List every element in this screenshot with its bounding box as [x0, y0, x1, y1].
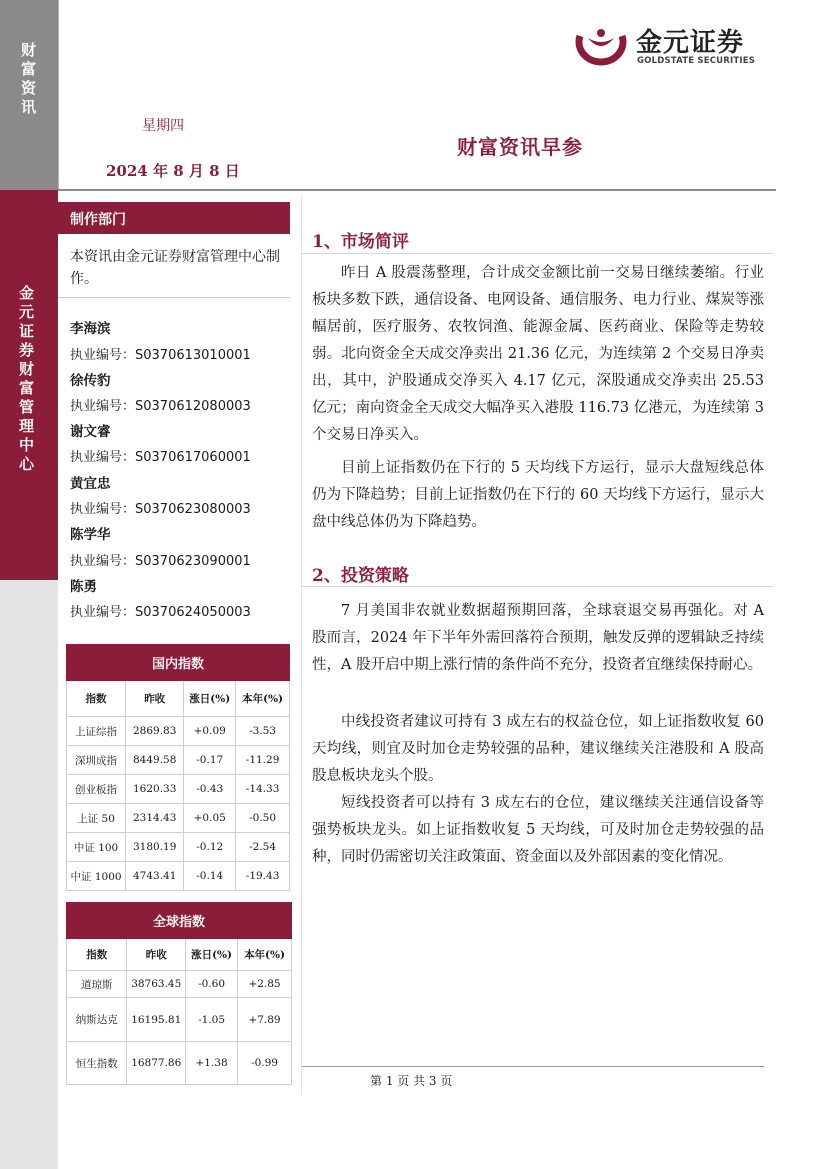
logo-name: 金元证券 — [636, 28, 745, 58]
analyst-license: 执业编号：S0370617060001 — [70, 450, 251, 465]
dept-description: 本资讯由金元证券财富管理中心制作。 — [70, 249, 280, 287]
table-cell: 深圳成指 — [67, 746, 126, 775]
paragraph: 中线投资者建议可持有 3 成左右的权益仓位，如上证指数收复 60 天均线，则宜及时加仓走势较强的品种，建议继续关注港股和 A 股高股息板块龙头个股。 — [312, 714, 764, 784]
weekday: 星期四 — [142, 118, 184, 134]
analyst-name: 徐传豹 — [70, 373, 111, 389]
divider — [58, 0, 59, 190]
table-cell: -0.17 — [184, 746, 236, 775]
report-date: 2024 年 8 月 8 日 — [106, 162, 240, 180]
analyst-license: 执业编号：S0370624050003 — [70, 605, 251, 620]
column-header: 涨日(%) — [184, 681, 236, 717]
table-cell: 16877.86 — [127, 1042, 186, 1085]
table-cell: 38763.45 — [127, 971, 186, 998]
global-index-table — [66, 902, 292, 1085]
table-cell: -3.53 — [236, 717, 290, 746]
table-cell: 3180.19 — [126, 833, 184, 862]
table-row — [67, 1042, 292, 1085]
table-row — [67, 804, 290, 833]
paragraph: 7 月美国非农就业数据超预期回落，全球衰退交易再强化。对 A 股而言，2024 年下半年外需回落符合预期，触发反弹的逻辑缺乏持续性，A 股开启中期上涨行情的条件尚不充分，投资者宜继续保持耐心。 — [312, 603, 764, 673]
paragraph: 目前上证指数仍在下行的 5 天均线下方运行，显示大盘短线总体仍为下降趋势；目前上证指数仍在下行的 60 天均线下方运行，显示大盘中线总体仍为下降趋势。 — [312, 460, 764, 530]
divider — [58, 297, 290, 298]
company-logo-icon — [574, 24, 628, 70]
table-cell: +2.85 — [238, 971, 292, 998]
paragraph: 昨日 A 股震荡整理，合计成交金额比前一交易日继续萎缩。行业板块多数下跌，通信设备、电网设备、通信服务、电力行业、煤炭等涨幅居前，医疗服务、农牧饲渔、能源金属、医药商业、保险等走势较弱。北向资金全天成交净卖出 21.36 亿元，为连续第 2 个交易日净卖出，其中，沪股通成交净买入 4.17 亿元，深股通成交净卖出 25.53 亿元；南向资金全天成交大幅净买入港股 116.73 亿港元，为连续第 3 个交易日净买入。 — [312, 265, 764, 443]
table-cell: 纳斯达克 — [67, 998, 127, 1042]
table-caption: 国内指数 — [67, 645, 290, 681]
domestic-index-table — [66, 644, 290, 891]
table-cell: -0.12 — [184, 833, 236, 862]
logo-english-name: GOLDSTATE SECURITIES — [637, 56, 756, 66]
table-row — [67, 862, 290, 891]
footer-divider — [302, 1066, 764, 1067]
table-cell: 中证 1000 — [67, 862, 126, 891]
column-header: 昨收 — [127, 939, 186, 971]
table-row — [67, 998, 292, 1042]
table-cell: -0.99 — [238, 1042, 292, 1085]
column-header: 指数 — [67, 681, 126, 717]
analyst-license: 执业编号：S0370612080003 — [70, 399, 251, 414]
analyst-license: 执业编号：S0370623090001 — [70, 554, 251, 569]
table-cell: 16195.81 — [127, 998, 186, 1042]
page-number: 第 1 页 共 3 页 — [370, 1074, 453, 1088]
header-divider — [58, 189, 776, 191]
table-cell: 4743.41 — [126, 862, 184, 891]
table-cell: 2314.43 — [126, 804, 184, 833]
sidebar-mid-label: 金元证券财富管理中心 — [17, 285, 35, 475]
column-header: 昨收 — [126, 681, 184, 717]
analyst-name: 陈学华 — [70, 527, 111, 543]
table-row — [67, 746, 290, 775]
section-title-market: 1、市场简评 — [312, 232, 409, 252]
table-cell: 2869.83 — [126, 717, 184, 746]
column-divider — [301, 195, 302, 1095]
analyst-name: 李海滨 — [70, 321, 111, 337]
dept-heading: 制作部门 — [70, 212, 126, 228]
sidebar-top-label: 财富资讯 — [19, 42, 37, 118]
analyst-name: 谢文睿 — [70, 424, 111, 440]
table-cell: +1.38 — [186, 1042, 238, 1085]
column-header: 指数 — [67, 939, 127, 971]
page-title: 财富资讯早参 — [457, 135, 583, 159]
analyst-name: 黄宜忠 — [70, 476, 111, 492]
table-cell: 1620.33 — [126, 775, 184, 804]
table-caption: 全球指数 — [67, 903, 292, 939]
table-row — [67, 717, 290, 746]
table-cell: 恒生指数 — [67, 1042, 127, 1085]
table-cell: -0.60 — [186, 971, 238, 998]
table-row — [67, 971, 292, 998]
table-cell: -11.29 — [236, 746, 290, 775]
table-row — [67, 833, 290, 862]
table-row — [67, 775, 290, 804]
table-cell: 中证 100 — [67, 833, 126, 862]
table-cell: -0.43 — [184, 775, 236, 804]
table-cell: -19.43 — [236, 862, 290, 891]
table-cell: +0.09 — [184, 717, 236, 746]
section-divider — [302, 586, 774, 587]
paragraph: 短线投资者可以持有 3 成左右的仓位，建议继续关注通信设备等强势板块龙头。如上证指数收复 5 天均线，可及时加仓走势较强的品种，同时仍需密切关注政策面、资金面以及外部因素的变化情况。 — [312, 795, 764, 865]
column-header: 本年(%) — [238, 939, 292, 971]
table-cell: 道琼斯 — [67, 971, 127, 998]
column-header: 本年(%) — [236, 681, 290, 717]
table-cell: -2.54 — [236, 833, 290, 862]
table-cell: -0.50 — [236, 804, 290, 833]
section-divider — [302, 253, 774, 254]
table-cell: 8449.58 — [126, 746, 184, 775]
analyst-name: 陈勇 — [70, 579, 97, 595]
analyst-license: 执业编号：S0370623080003 — [70, 502, 251, 517]
sidebar-bottom-band — [0, 580, 58, 1169]
table-cell: 创业板指 — [67, 775, 126, 804]
table-cell: -0.14 — [184, 862, 236, 891]
table-cell: 上证 50 — [67, 804, 126, 833]
table-cell: -14.33 — [236, 775, 290, 804]
table-cell: 上证综指 — [67, 717, 126, 746]
table-cell: +7.89 — [238, 998, 292, 1042]
section-title-strategy: 2、投资策略 — [312, 566, 409, 586]
table-cell: +0.05 — [184, 804, 236, 833]
analyst-license: 执业编号：S0370613010001 — [70, 348, 251, 363]
column-header: 涨日(%) — [186, 939, 238, 971]
table-cell: -1.05 — [186, 998, 238, 1042]
